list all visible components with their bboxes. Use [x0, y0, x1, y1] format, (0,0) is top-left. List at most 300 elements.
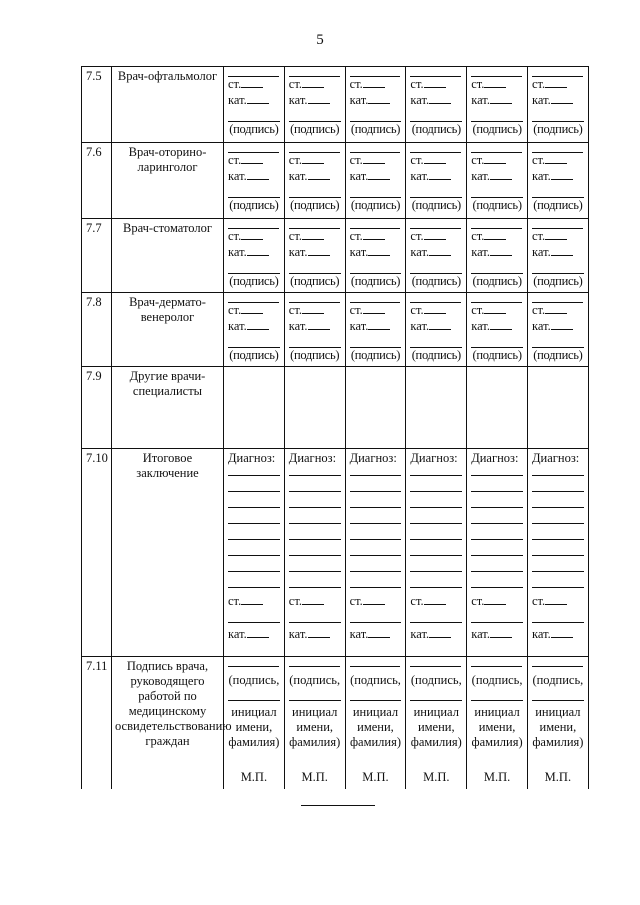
diagnosis-line[interactable] [350, 476, 402, 492]
diagnosis-line[interactable] [532, 466, 584, 476]
kat-blank[interactable] [429, 319, 451, 330]
initials-line[interactable] [410, 688, 462, 701]
diagnosis-line[interactable] [228, 476, 280, 492]
st-blank[interactable] [484, 594, 506, 605]
st-blank[interactable] [302, 153, 324, 164]
specialist-cell[interactable] [527, 67, 588, 143]
kat-blank[interactable] [247, 245, 269, 256]
kat-field[interactable] [285, 169, 345, 185]
row-title: Итоговое заключение [112, 449, 224, 657]
specialist-cell[interactable] [224, 143, 285, 219]
st-blank[interactable] [241, 303, 263, 314]
specialist-cell[interactable] [406, 143, 467, 219]
top-blank-line[interactable] [289, 293, 340, 303]
kat-blank[interactable] [429, 93, 451, 104]
specialist-cell[interactable] [406, 67, 467, 143]
st-field[interactable] [285, 303, 345, 319]
st-field[interactable] [406, 229, 466, 245]
st-field[interactable] [224, 77, 284, 93]
diagnosis-line[interactable] [228, 492, 280, 508]
top-blank-line[interactable] [228, 293, 279, 303]
diagnosis-line[interactable] [532, 524, 584, 540]
kat-blank[interactable] [247, 169, 269, 180]
kat-blank[interactable] [368, 245, 390, 256]
kat-blank[interactable] [308, 627, 330, 638]
signature-line[interactable] [350, 185, 402, 198]
specialist-cell[interactable] [345, 67, 406, 143]
blank-line[interactable] [471, 610, 523, 623]
kat-field[interactable] [346, 93, 406, 109]
top-blank-line[interactable] [289, 67, 340, 77]
signature-line[interactable] [532, 185, 584, 198]
kat-blank[interactable] [429, 627, 451, 638]
st-field[interactable] [467, 594, 527, 610]
top-blank-line[interactable] [350, 67, 401, 77]
empty-cell[interactable] [284, 367, 345, 449]
st-blank[interactable] [545, 303, 567, 314]
kat-field[interactable] [467, 93, 527, 109]
st-blank[interactable] [484, 229, 506, 240]
signature-line[interactable] [228, 657, 279, 667]
specialist-cell[interactable] [527, 143, 588, 219]
kat-field[interactable] [528, 169, 588, 185]
st-field[interactable] [528, 594, 588, 610]
st-blank[interactable] [424, 303, 446, 314]
diagnosis-cell[interactable] [527, 449, 588, 657]
diagnosis-line[interactable] [228, 466, 280, 476]
signature-line[interactable] [289, 335, 341, 348]
top-blank-line[interactable] [532, 219, 583, 229]
signature-line[interactable] [410, 109, 462, 122]
st-field[interactable] [346, 303, 406, 319]
kat-blank[interactable] [551, 245, 573, 256]
st-field[interactable] [467, 303, 527, 319]
specialist-cell[interactable] [224, 293, 285, 367]
kat-blank[interactable] [368, 169, 390, 180]
specialist-cell[interactable] [467, 143, 528, 219]
kat-field[interactable] [285, 245, 345, 261]
podpis-open-label: (подпись, [471, 673, 523, 687]
kat-blank[interactable] [429, 169, 451, 180]
kat-field[interactable] [224, 627, 284, 643]
st-field[interactable] [528, 77, 588, 93]
diagnosis-line[interactable] [410, 492, 462, 508]
diagnosis-line[interactable] [350, 508, 402, 524]
kat-field[interactable] [346, 627, 406, 643]
specialist-cell[interactable] [224, 67, 285, 143]
st-field[interactable] [285, 77, 345, 93]
top-blank-line[interactable] [471, 67, 522, 77]
initials-line[interactable] [228, 688, 280, 701]
diagnosis-line[interactable] [228, 556, 280, 572]
head-signature-cell[interactable] [406, 657, 467, 789]
blank-line[interactable] [410, 610, 462, 623]
st-blank[interactable] [424, 594, 446, 605]
head-signature-cell[interactable] [527, 657, 588, 789]
table-row [82, 67, 589, 143]
kat-field[interactable] [528, 319, 588, 335]
kat-field[interactable] [528, 93, 588, 109]
empty-cell[interactable] [345, 367, 406, 449]
diagnosis-line[interactable] [471, 508, 523, 524]
st-field[interactable] [528, 229, 588, 245]
signature-line[interactable] [532, 335, 584, 348]
kat-label: кат. [228, 169, 247, 183]
kat-field[interactable] [467, 319, 527, 335]
diagnosis-line[interactable] [350, 572, 402, 588]
st-blank[interactable] [363, 303, 385, 314]
diagnosis-line[interactable] [471, 492, 523, 508]
initials-line[interactable] [532, 688, 584, 701]
diagnosis-line[interactable] [410, 556, 462, 572]
imeni-caption [224, 720, 284, 735]
top-blank-line[interactable] [350, 143, 401, 153]
specialist-cell[interactable] [467, 219, 528, 293]
kat-field[interactable] [406, 627, 466, 643]
initials-line[interactable] [350, 688, 402, 701]
top-blank-line[interactable] [350, 293, 401, 303]
blank-line[interactable] [228, 610, 280, 623]
top-blank-line[interactable] [350, 219, 401, 229]
st-blank[interactable] [241, 229, 263, 240]
top-blank-line[interactable] [410, 143, 461, 153]
kat-blank[interactable] [368, 93, 390, 104]
top-blank-line[interactable] [289, 219, 340, 229]
specialist-cell[interactable] [467, 67, 528, 143]
diagnosis-line[interactable] [289, 492, 341, 508]
signature-line[interactable] [228, 109, 280, 122]
blank-line[interactable] [289, 610, 341, 623]
st-label: ст. [228, 303, 242, 317]
kat-field[interactable] [224, 169, 284, 185]
top-blank-line[interactable] [228, 143, 279, 153]
diagnosis-line[interactable] [532, 572, 584, 588]
signature-line[interactable] [532, 261, 584, 274]
diagnosis-line[interactable] [410, 572, 462, 588]
st-field[interactable] [224, 594, 284, 610]
diagnosis-label [467, 449, 527, 466]
signature-caption [224, 348, 284, 363]
specialist-cell[interactable] [527, 293, 588, 367]
top-blank-line[interactable] [532, 293, 583, 303]
signature-line[interactable] [410, 261, 462, 274]
kat-label: кат. [531, 93, 551, 107]
st-blank[interactable] [363, 594, 385, 605]
kat-field[interactable] [528, 627, 588, 643]
kat-blank[interactable] [308, 245, 330, 256]
top-blank-line[interactable] [228, 219, 279, 229]
signature-line[interactable] [471, 335, 523, 348]
kat-field[interactable] [224, 245, 284, 261]
kat-blank[interactable] [247, 319, 269, 330]
signature-line[interactable] [289, 185, 341, 198]
head-signature-cell[interactable] [345, 657, 406, 789]
diagnosis-line[interactable] [228, 572, 280, 588]
signature-line[interactable] [228, 185, 280, 198]
head-signature-cell[interactable] [467, 657, 528, 789]
diagnosis-line[interactable] [350, 556, 402, 572]
diagnosis-cell[interactable] [345, 449, 406, 657]
specialist-cell[interactable] [284, 219, 345, 293]
diagnosis-line[interactable] [410, 508, 462, 524]
diagnosis-line[interactable] [289, 466, 341, 476]
kat-field[interactable] [224, 93, 284, 109]
st-field[interactable] [346, 594, 406, 610]
diagnosis-label [224, 449, 284, 466]
signature-line[interactable] [532, 109, 584, 122]
st-field[interactable] [467, 153, 527, 169]
signature-line[interactable] [350, 657, 401, 667]
kat-blank[interactable] [368, 627, 390, 638]
st-field[interactable] [285, 153, 345, 169]
diagnosis-line[interactable] [471, 556, 523, 572]
signature-line[interactable] [228, 335, 280, 348]
st-field[interactable] [406, 153, 466, 169]
kat-field[interactable] [406, 245, 466, 261]
st-blank[interactable] [424, 77, 446, 88]
signature-label: (подпись) [472, 122, 522, 136]
specialist-cell[interactable] [345, 143, 406, 219]
kat-field[interactable] [346, 319, 406, 335]
diagnosis-line[interactable] [289, 524, 341, 540]
diagnosis-line[interactable] [228, 524, 280, 540]
top-blank-line[interactable] [410, 67, 461, 77]
st-blank[interactable] [484, 77, 506, 88]
table-row [82, 449, 589, 657]
specialist-cell[interactable] [406, 293, 467, 367]
diagnosis-line[interactable] [410, 540, 462, 556]
signature-line[interactable] [228, 261, 280, 274]
st-field[interactable] [346, 229, 406, 245]
st-blank[interactable] [363, 153, 385, 164]
initials-caption [285, 705, 345, 720]
st-blank[interactable] [424, 153, 446, 164]
blank-line[interactable] [532, 610, 584, 623]
kat-field[interactable] [467, 169, 527, 185]
st-field[interactable] [467, 229, 527, 245]
st-blank[interactable] [302, 229, 324, 240]
kat-blank[interactable] [490, 169, 512, 180]
diagnosis-line[interactable] [471, 476, 523, 492]
kat-blank[interactable] [551, 319, 573, 330]
st-blank[interactable] [363, 229, 385, 240]
diagnosis-line[interactable] [471, 466, 523, 476]
empty-cell[interactable] [224, 367, 285, 449]
diagnosis-line[interactable] [350, 540, 402, 556]
kat-blank[interactable] [308, 319, 330, 330]
st-field[interactable] [224, 303, 284, 319]
st-field[interactable] [528, 153, 588, 169]
st-blank[interactable] [545, 153, 567, 164]
kat-field[interactable] [406, 169, 466, 185]
kat-label: кат. [349, 319, 369, 333]
kat-field[interactable] [285, 93, 345, 109]
specialist-cell[interactable] [284, 293, 345, 367]
signature-line[interactable] [350, 261, 402, 274]
kat-field[interactable] [528, 245, 588, 261]
kat-blank[interactable] [551, 627, 573, 638]
specialist-cell[interactable] [527, 219, 588, 293]
specialist-cell[interactable] [406, 219, 467, 293]
podpis-caption [467, 673, 527, 688]
kat-field[interactable] [346, 169, 406, 185]
kat-field[interactable] [285, 319, 345, 335]
st-blank[interactable] [302, 77, 324, 88]
top-blank-line[interactable] [471, 293, 522, 303]
signature-line[interactable] [471, 261, 523, 274]
diagnosis-line[interactable] [532, 540, 584, 556]
blank-line[interactable] [350, 610, 402, 623]
diagnosis-cell[interactable] [284, 449, 345, 657]
top-blank-line[interactable] [532, 143, 583, 153]
st-field[interactable] [406, 303, 466, 319]
st-field[interactable] [224, 229, 284, 245]
top-blank-line[interactable] [471, 219, 522, 229]
st-blank[interactable] [363, 77, 385, 88]
diagnosis-line[interactable] [471, 540, 523, 556]
empty-cell[interactable] [467, 367, 528, 449]
podpis-open-label: (подпись, [228, 673, 280, 687]
head-signature-cell[interactable] [224, 657, 285, 789]
st-field[interactable] [224, 153, 284, 169]
st-field[interactable] [406, 77, 466, 93]
specialist-cell[interactable] [467, 293, 528, 367]
kat-blank[interactable] [308, 93, 330, 104]
signature-line[interactable] [410, 335, 462, 348]
st-blank[interactable] [545, 77, 567, 88]
signature-line[interactable] [289, 657, 340, 667]
initials-label: инициал [535, 705, 581, 719]
kat-blank[interactable] [308, 169, 330, 180]
kat-label: кат. [531, 169, 551, 183]
diagnosis-text: Диагноз: [531, 451, 580, 465]
diagnosis-line[interactable] [471, 572, 523, 588]
st-blank[interactable] [241, 77, 263, 88]
head-signature-cell[interactable] [284, 657, 345, 789]
kat-blank[interactable] [490, 245, 512, 256]
specialist-cell[interactable] [345, 293, 406, 367]
signature-line[interactable] [471, 109, 523, 122]
diagnosis-line[interactable] [350, 492, 402, 508]
signature-line[interactable] [410, 657, 461, 667]
specialist-cell[interactable] [284, 67, 345, 143]
diagnosis-line[interactable] [532, 492, 584, 508]
diagnosis-cell[interactable] [467, 449, 528, 657]
diagnosis-line[interactable] [471, 524, 523, 540]
signature-caption [406, 348, 466, 363]
st-field[interactable] [285, 594, 345, 610]
diagnosis-cell[interactable] [224, 449, 285, 657]
diagnosis-line[interactable] [289, 540, 341, 556]
kat-blank[interactable] [490, 93, 512, 104]
kat-blank[interactable] [551, 169, 573, 180]
top-blank-line[interactable] [289, 143, 340, 153]
signature-line[interactable] [289, 261, 341, 274]
top-blank-line[interactable] [410, 293, 461, 303]
kat-blank[interactable] [247, 627, 269, 638]
kat-label: кат. [471, 93, 490, 107]
kat-field[interactable] [285, 627, 345, 643]
specialist-cell[interactable] [345, 219, 406, 293]
st-blank[interactable] [241, 594, 263, 605]
initials-line[interactable] [289, 688, 341, 701]
diagnosis-line[interactable] [532, 476, 584, 492]
diagnosis-line[interactable] [532, 508, 584, 524]
signature-line[interactable] [532, 657, 583, 667]
st-blank[interactable] [241, 153, 263, 164]
kat-field[interactable] [406, 319, 466, 335]
diagnosis-line[interactable] [228, 508, 280, 524]
kat-blank[interactable] [490, 627, 512, 638]
st-blank[interactable] [545, 594, 567, 605]
diagnosis-line[interactable] [289, 476, 341, 492]
st-field[interactable] [346, 77, 406, 93]
kat-blank[interactable] [247, 93, 269, 104]
signature-line[interactable] [289, 109, 341, 122]
st-field[interactable] [406, 594, 466, 610]
st-field[interactable] [346, 153, 406, 169]
kat-field[interactable] [467, 627, 527, 643]
kat-field[interactable] [346, 245, 406, 261]
st-field[interactable] [285, 229, 345, 245]
st-blank[interactable] [484, 153, 506, 164]
kat-blank[interactable] [551, 93, 573, 104]
diagnosis-line[interactable] [228, 540, 280, 556]
diagnosis-line[interactable] [350, 524, 402, 540]
top-blank-line[interactable] [532, 67, 583, 77]
kat-blank[interactable] [490, 319, 512, 330]
medical-exam-table [81, 66, 589, 789]
st-blank[interactable] [424, 229, 446, 240]
kat-field[interactable] [224, 319, 284, 335]
signature-line[interactable] [471, 657, 522, 667]
kat-field[interactable] [406, 93, 466, 109]
signature-line[interactable] [471, 185, 523, 198]
diagnosis-line[interactable] [350, 466, 402, 476]
st-field[interactable] [528, 303, 588, 319]
initials-line[interactable] [471, 688, 523, 701]
empty-cell[interactable] [527, 367, 588, 449]
signature-line[interactable] [410, 185, 462, 198]
diagnosis-line[interactable] [532, 556, 584, 572]
diagnosis-line[interactable] [289, 572, 341, 588]
top-blank-line[interactable] [228, 67, 279, 77]
diagnosis-line[interactable] [289, 556, 341, 572]
st-blank[interactable] [302, 594, 324, 605]
signature-line[interactable] [350, 335, 402, 348]
st-blank[interactable] [302, 303, 324, 314]
diagnosis-line[interactable] [410, 466, 462, 476]
specialist-cell[interactable] [284, 143, 345, 219]
top-blank-line[interactable] [410, 219, 461, 229]
kat-blank[interactable] [368, 319, 390, 330]
diagnosis-line[interactable] [289, 508, 341, 524]
signature-line[interactable] [350, 109, 402, 122]
diagnosis-line[interactable] [410, 476, 462, 492]
empty-cell[interactable] [406, 367, 467, 449]
st-blank[interactable] [484, 303, 506, 314]
st-blank[interactable] [545, 229, 567, 240]
st-field[interactable] [467, 77, 527, 93]
initials-caption [406, 705, 466, 720]
specialist-cell[interactable] [224, 219, 285, 293]
diagnosis-cell[interactable] [406, 449, 467, 657]
kat-field[interactable] [467, 245, 527, 261]
diagnosis-line[interactable] [410, 524, 462, 540]
top-blank-line[interactable] [471, 143, 522, 153]
table-row [82, 143, 589, 219]
kat-blank[interactable] [429, 245, 451, 256]
